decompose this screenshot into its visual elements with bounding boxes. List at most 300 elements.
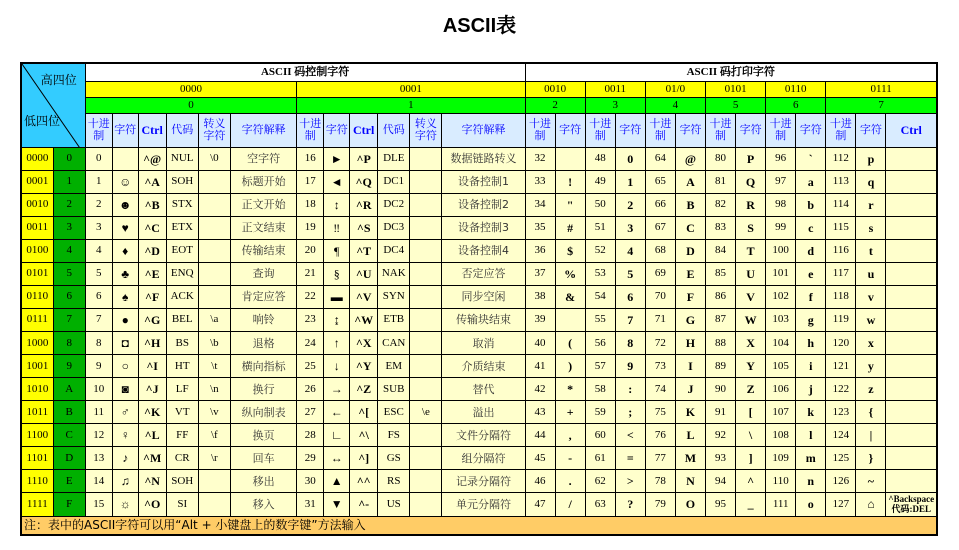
- ctrl-cell: ^-: [350, 493, 378, 516]
- dec-cell: 68: [645, 239, 675, 262]
- desc-cell: 传输结束: [230, 239, 296, 262]
- dec-cell: 10: [85, 378, 112, 401]
- ctrl-cell: ^J: [138, 378, 166, 401]
- char-cell: n: [796, 470, 826, 493]
- code-cell: FF: [166, 424, 198, 447]
- code-cell: BS: [166, 332, 198, 355]
- char-cell: |: [856, 424, 886, 447]
- code-cell: ETX: [166, 216, 198, 239]
- char-cell: t: [856, 239, 886, 262]
- col-header-code: 代码: [166, 113, 198, 147]
- dec-cell: 66: [645, 193, 675, 216]
- dec-cell: 85: [705, 262, 735, 285]
- dec-cell: 35: [525, 216, 555, 239]
- ctrl-cell: ^H: [138, 332, 166, 355]
- dec-cell: 23: [297, 308, 324, 331]
- ctrl-cell: ^A: [138, 170, 166, 193]
- ctrl-cell: ^Backspace 代码:DEL: [886, 493, 937, 516]
- char-cell: <: [615, 424, 645, 447]
- dec-cell: 116: [826, 239, 856, 262]
- low-bits-cell: 0011: [21, 216, 53, 239]
- char-cell: ⌂: [856, 493, 886, 516]
- char-cell: b: [796, 193, 826, 216]
- col-header-desc: 字符解释: [230, 113, 296, 147]
- escape-cell: \f: [198, 424, 230, 447]
- char-cell: S: [736, 216, 766, 239]
- dec-cell: 11: [85, 401, 112, 424]
- char-cell: ►: [324, 147, 350, 170]
- desc-cell: 移出: [230, 470, 296, 493]
- char-cell: Q: [736, 170, 766, 193]
- char-cell: =: [615, 447, 645, 470]
- dec-cell: 76: [645, 424, 675, 447]
- dec-cell: 86: [705, 285, 735, 308]
- char-cell: o: [796, 493, 826, 516]
- high-hex-header: 7: [826, 97, 937, 113]
- dec-cell: 108: [766, 424, 796, 447]
- char-cell: H: [675, 332, 705, 355]
- dec-cell: 12: [85, 424, 112, 447]
- char-cell: 5: [615, 262, 645, 285]
- char-cell: §: [324, 262, 350, 285]
- code-cell: ETB: [378, 308, 410, 331]
- desc-cell: 换页: [230, 424, 296, 447]
- dec-cell: 123: [826, 401, 856, 424]
- dec-cell: 98: [766, 193, 796, 216]
- char-cell: f: [796, 285, 826, 308]
- char-cell: ;: [615, 401, 645, 424]
- escape-cell: [198, 170, 230, 193]
- low-nibble-label: 低四位: [24, 113, 61, 128]
- code-cell: US: [378, 493, 410, 516]
- escape-cell: [410, 308, 442, 331]
- escape-cell: [410, 332, 442, 355]
- ctrl-cell: ^F: [138, 285, 166, 308]
- ctrl-cell: [886, 378, 937, 401]
- code-cell: EOT: [166, 239, 198, 262]
- ctrl-cell: ^O: [138, 493, 166, 516]
- escape-cell: \0: [198, 147, 230, 170]
- char-cell: ": [555, 193, 585, 216]
- char-cell: [: [736, 401, 766, 424]
- dec-cell: 87: [705, 308, 735, 331]
- dec-cell: 105: [766, 355, 796, 378]
- dec-cell: 112: [826, 147, 856, 170]
- char-cell: I: [675, 355, 705, 378]
- high-hex-header: 6: [766, 97, 826, 113]
- escape-cell: [198, 470, 230, 493]
- char-cell: D: [675, 239, 705, 262]
- col-header-desc: 字符解释: [442, 113, 525, 147]
- dec-cell: 69: [645, 262, 675, 285]
- char-cell: ?: [615, 493, 645, 516]
- dec-cell: 24: [297, 332, 324, 355]
- escape-cell: [410, 170, 442, 193]
- escape-cell: \r: [198, 447, 230, 470]
- ctrl-cell: ^K: [138, 401, 166, 424]
- col-header-char: 字符: [856, 113, 886, 147]
- dec-cell: 83: [705, 216, 735, 239]
- code-cell: DC4: [378, 239, 410, 262]
- code-cell: GS: [378, 447, 410, 470]
- char-cell: K: [675, 401, 705, 424]
- char-cell: 3: [615, 216, 645, 239]
- dec-cell: 124: [826, 424, 856, 447]
- dec-cell: 22: [297, 285, 324, 308]
- dec-cell: 114: [826, 193, 856, 216]
- col-header-char: 字符: [112, 113, 138, 147]
- char-cell: ←: [324, 401, 350, 424]
- code-cell: ESC: [378, 401, 410, 424]
- table-row: [21, 424, 937, 447]
- low-hex-cell: A: [53, 378, 85, 401]
- high-bits-header: 0010: [525, 81, 585, 97]
- dec-cell: 1: [85, 170, 112, 193]
- col-header-char: 字符: [675, 113, 705, 147]
- ctrl-cell: ^Y: [350, 355, 378, 378]
- ctrl-cell: [886, 262, 937, 285]
- table-row: [21, 285, 937, 308]
- dec-cell: 59: [585, 401, 615, 424]
- col-header-dec: 十进制: [297, 113, 324, 147]
- char-cell: `: [796, 147, 826, 170]
- dec-cell: 81: [705, 170, 735, 193]
- char-cell: d: [796, 239, 826, 262]
- low-bits-cell: 1100: [21, 424, 53, 447]
- ctrl-cell: ^U: [350, 262, 378, 285]
- char-cell: :: [615, 378, 645, 401]
- dec-cell: 118: [826, 285, 856, 308]
- dec-cell: 106: [766, 378, 796, 401]
- escape-cell: [198, 262, 230, 285]
- char-cell: Z: [736, 378, 766, 401]
- dec-cell: 127: [826, 493, 856, 516]
- desc-cell: 横向指标: [230, 355, 296, 378]
- dec-cell: 9: [85, 355, 112, 378]
- dec-cell: 13: [85, 447, 112, 470]
- low-bits-cell: 0100: [21, 239, 53, 262]
- char-cell: &: [555, 285, 585, 308]
- char-cell: v: [856, 285, 886, 308]
- group-control-header: ASCII 码控制字符: [85, 63, 525, 81]
- dec-cell: 122: [826, 378, 856, 401]
- char-cell: l: [796, 424, 826, 447]
- char-cell: }: [856, 447, 886, 470]
- dec-cell: 82: [705, 193, 735, 216]
- dec-cell: 79: [645, 493, 675, 516]
- desc-cell: 正文结束: [230, 216, 296, 239]
- dec-cell: 100: [766, 239, 796, 262]
- dec-cell: 113: [826, 170, 856, 193]
- char-cell: F: [675, 285, 705, 308]
- high-hex-header: 2: [525, 97, 585, 113]
- char-cell: \: [736, 424, 766, 447]
- ctrl-cell: [886, 447, 937, 470]
- col-header-dec: 十进制: [766, 113, 796, 147]
- char-cell: 2: [615, 193, 645, 216]
- char-cell: ‼: [324, 216, 350, 239]
- low-hex-cell: 4: [53, 239, 85, 262]
- char-cell: ♥: [112, 216, 138, 239]
- char-cell: c: [796, 216, 826, 239]
- char-cell: 9: [615, 355, 645, 378]
- char-cell: ↔: [324, 447, 350, 470]
- char-cell: {: [856, 401, 886, 424]
- ctrl-cell: ^T: [350, 239, 378, 262]
- char-cell: ◘: [112, 332, 138, 355]
- dec-cell: 72: [645, 332, 675, 355]
- ctrl-cell: [886, 332, 937, 355]
- dec-cell: 120: [826, 332, 856, 355]
- code-cell: BEL: [166, 308, 198, 331]
- high-bits-header: 01/0: [645, 81, 705, 97]
- char-cell: ◙: [112, 378, 138, 401]
- ctrl-cell: ^[: [350, 401, 378, 424]
- desc-cell: 记录分隔符: [442, 470, 525, 493]
- dec-cell: 36: [525, 239, 555, 262]
- dec-cell: 16: [297, 147, 324, 170]
- dec-cell: 47: [525, 493, 555, 516]
- desc-cell: 取消: [442, 332, 525, 355]
- code-cell: STX: [166, 193, 198, 216]
- desc-cell: 否定应答: [442, 262, 525, 285]
- low-bits-cell: 0010: [21, 193, 53, 216]
- escape-cell: [410, 355, 442, 378]
- char-cell: x: [856, 332, 886, 355]
- low-bits-cell: 1111: [21, 493, 53, 516]
- dec-cell: 121: [826, 355, 856, 378]
- low-bits-cell: 1110: [21, 470, 53, 493]
- dec-cell: 97: [766, 170, 796, 193]
- escape-cell: [198, 193, 230, 216]
- ascii-table: [20, 62, 938, 536]
- dec-cell: 29: [297, 447, 324, 470]
- ctrl-cell: ^X: [350, 332, 378, 355]
- high-bits-header: 0001: [297, 81, 525, 97]
- dec-cell: 51: [585, 216, 615, 239]
- dec-cell: 60: [585, 424, 615, 447]
- escape-cell: [410, 239, 442, 262]
- dec-cell: 88: [705, 332, 735, 355]
- dec-cell: 126: [826, 470, 856, 493]
- char-cell: ]: [736, 447, 766, 470]
- char-cell: ▬: [324, 285, 350, 308]
- escape-cell: [410, 378, 442, 401]
- dec-cell: 45: [525, 447, 555, 470]
- dec-cell: 39: [525, 308, 555, 331]
- dec-cell: 53: [585, 262, 615, 285]
- escape-cell: \b: [198, 332, 230, 355]
- char-cell: q: [856, 170, 886, 193]
- char-cell: e: [796, 262, 826, 285]
- char-cell: ↕: [324, 193, 350, 216]
- dec-cell: 93: [705, 447, 735, 470]
- dec-cell: 67: [645, 216, 675, 239]
- low-hex-cell: 8: [53, 332, 85, 355]
- code-cell: NAK: [378, 262, 410, 285]
- char-cell: ∟: [324, 424, 350, 447]
- col-header-dec: 十进制: [826, 113, 856, 147]
- char-cell: [555, 147, 585, 170]
- char-cell: N: [675, 470, 705, 493]
- code-cell: DC3: [378, 216, 410, 239]
- code-cell: SI: [166, 493, 198, 516]
- table-row: [21, 170, 937, 193]
- escape-cell: [410, 424, 442, 447]
- char-cell: 4: [615, 239, 645, 262]
- col-header-esc: 转义字符: [198, 113, 230, 147]
- dec-cell: 65: [645, 170, 675, 193]
- escape-cell: \a: [198, 308, 230, 331]
- char-cell: C: [675, 216, 705, 239]
- char-cell: L: [675, 424, 705, 447]
- desc-cell: 组分隔符: [442, 447, 525, 470]
- char-cell: h: [796, 332, 826, 355]
- page-title: ASCII表: [442, 15, 517, 37]
- char-cell: ♪: [112, 447, 138, 470]
- col-header-ctrl: Ctrl: [350, 113, 378, 147]
- dec-cell: 110: [766, 470, 796, 493]
- desc-cell: 设备控制1: [442, 170, 525, 193]
- ctrl-cell: ^P: [350, 147, 378, 170]
- table-row: [21, 355, 937, 378]
- high-bits-header: 0111: [826, 81, 937, 97]
- dec-cell: 117: [826, 262, 856, 285]
- table-row: [21, 239, 937, 262]
- low-hex-cell: 1: [53, 170, 85, 193]
- char-cell: ↓: [324, 355, 350, 378]
- char-cell: ●: [112, 308, 138, 331]
- dec-cell: 21: [297, 262, 324, 285]
- dec-cell: 48: [585, 147, 615, 170]
- escape-cell: \e: [410, 401, 442, 424]
- code-cell: CR: [166, 447, 198, 470]
- char-cell: @: [675, 147, 705, 170]
- ctrl-cell: ^E: [138, 262, 166, 285]
- table-row: [21, 332, 937, 355]
- dec-cell: 77: [645, 447, 675, 470]
- dec-cell: 0: [85, 147, 112, 170]
- char-cell: w: [856, 308, 886, 331]
- escape-cell: [410, 262, 442, 285]
- desc-cell: 设备控制3: [442, 216, 525, 239]
- char-cell: m: [796, 447, 826, 470]
- low-bits-cell: 0001: [21, 170, 53, 193]
- ctrl-cell: [886, 170, 937, 193]
- dec-cell: 92: [705, 424, 735, 447]
- dec-cell: 125: [826, 447, 856, 470]
- dec-cell: 50: [585, 193, 615, 216]
- col-header-char: 字符: [324, 113, 350, 147]
- desc-cell: 传输块结束: [442, 308, 525, 331]
- dec-cell: 73: [645, 355, 675, 378]
- footnote: 注：表中的ASCII字符可以用“Alt + 小键盘上的数字键”方法输入: [21, 516, 937, 535]
- table-row: [21, 147, 937, 170]
- table-row: [21, 378, 937, 401]
- desc-cell: 回车: [230, 447, 296, 470]
- code-cell: DC1: [378, 170, 410, 193]
- low-hex-cell: 3: [53, 216, 85, 239]
- ctrl-cell: ^B: [138, 193, 166, 216]
- code-cell: SOH: [166, 470, 198, 493]
- char-cell: ○: [112, 355, 138, 378]
- desc-cell: 正文开始: [230, 193, 296, 216]
- dec-cell: 5: [85, 262, 112, 285]
- char-cell: ☺: [112, 170, 138, 193]
- dec-cell: 41: [525, 355, 555, 378]
- desc-cell: 设备控制2: [442, 193, 525, 216]
- code-cell: VT: [166, 401, 198, 424]
- ctrl-cell: ^M: [138, 447, 166, 470]
- code-cell: FS: [378, 424, 410, 447]
- dec-cell: 119: [826, 308, 856, 331]
- high-nibble-label: 高四位: [40, 73, 77, 87]
- col-header-char: 字符: [796, 113, 826, 147]
- col-header-dec: 十进制: [525, 113, 555, 147]
- desc-cell: 单元分隔符: [442, 493, 525, 516]
- dec-cell: 27: [297, 401, 324, 424]
- code-cell: ACK: [166, 285, 198, 308]
- char-cell: ♣: [112, 262, 138, 285]
- low-hex-cell: 0: [53, 147, 85, 170]
- desc-cell: 替代: [442, 378, 525, 401]
- dec-cell: 71: [645, 308, 675, 331]
- char-cell: i: [796, 355, 826, 378]
- char-cell: a: [796, 170, 826, 193]
- char-cell: >: [615, 470, 645, 493]
- char-cell: T: [736, 239, 766, 262]
- escape-cell: \t: [198, 355, 230, 378]
- dec-cell: 38: [525, 285, 555, 308]
- dec-cell: 103: [766, 308, 796, 331]
- dec-cell: 7: [85, 308, 112, 331]
- char-cell: ♂: [112, 401, 138, 424]
- desc-cell: 设备控制4: [442, 239, 525, 262]
- char-cell: P: [736, 147, 766, 170]
- escape-cell: [410, 470, 442, 493]
- dec-cell: 55: [585, 308, 615, 331]
- low-hex-cell: E: [53, 470, 85, 493]
- col-header-char: 字符: [555, 113, 585, 147]
- low-bits-cell: 0000: [21, 147, 53, 170]
- char-cell: r: [856, 193, 886, 216]
- char-cell: +: [555, 401, 585, 424]
- ctrl-cell: ^C: [138, 216, 166, 239]
- code-cell: HT: [166, 355, 198, 378]
- char-cell: ♫: [112, 470, 138, 493]
- dec-cell: 31: [297, 493, 324, 516]
- dec-cell: 104: [766, 332, 796, 355]
- col-header-dec: 十进制: [85, 113, 112, 147]
- col-header-char: 字符: [615, 113, 645, 147]
- escape-cell: [410, 147, 442, 170]
- char-cell: E: [675, 262, 705, 285]
- char-cell: ♦: [112, 239, 138, 262]
- desc-cell: 数据链路转义: [442, 147, 525, 170]
- escape-cell: [198, 285, 230, 308]
- ctrl-cell: [886, 147, 937, 170]
- char-cell: ♀: [112, 424, 138, 447]
- dec-cell: 14: [85, 470, 112, 493]
- char-cell: -: [555, 447, 585, 470]
- desc-cell: 标题开始: [230, 170, 296, 193]
- char-cell: ◄: [324, 170, 350, 193]
- dec-cell: 78: [645, 470, 675, 493]
- col-header-ctrl: Ctrl: [138, 113, 166, 147]
- ctrl-cell: ^G: [138, 308, 166, 331]
- char-cell: ~: [856, 470, 886, 493]
- dec-cell: 57: [585, 355, 615, 378]
